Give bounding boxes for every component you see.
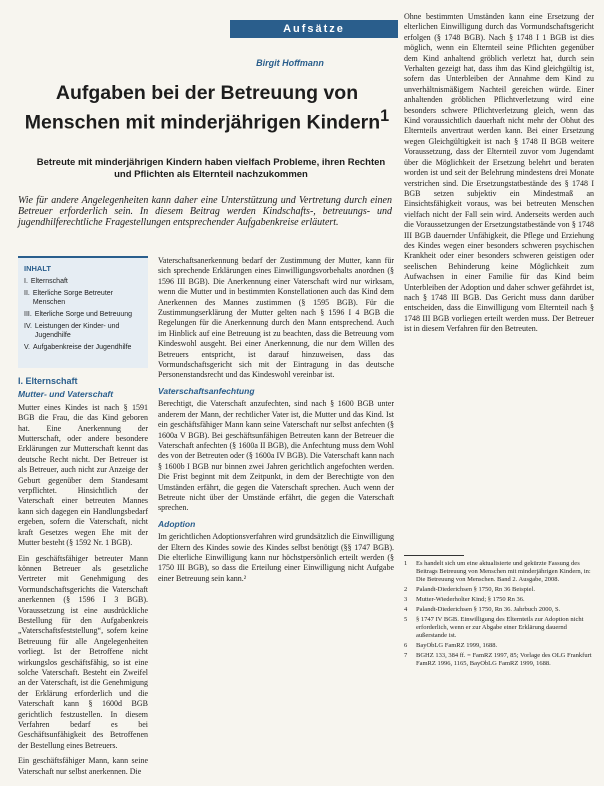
section-heading: I. Elternschaft [18,376,78,386]
title-footnote-mark: 1 [380,107,390,125]
article-title [20,82,394,135]
paragraph: Ein geschäftsfähiger Mann, kann seine Vaterschaft nur selbst anerkennen. Die [18,756,148,776]
toc-item [24,289,142,307]
section-header: Aufsätze [230,20,398,38]
toc-item [24,322,142,340]
toc-label: Aufgabenkreise der Jugendhilfe [32,344,132,351]
footnote-number: 2 [404,586,408,593]
footnote-number: 4 [404,606,408,613]
footnotes [404,560,594,782]
column-3 [404,12,594,550]
column-2 [158,256,394,781]
paragraph: Ein geschäftsfähiger betreuter Mann können Betreuer als gesetzliche Vertreter mit Genehmigung des Vormundschaftsgerichts die Vaterschaft anerkennen (§ 1596 I 3 BGB). Voraussetzung ist eine ausdrückliche Bestellung für den Aufgabenkreis „Vaterschaftsfeststellung“, sofern keine Betreuung für alle Angelegenheiten vorliegt. Ist der Betroffene nicht wirkungslos geschäftsfähig, so ist eine solche Vaterschaft. Besteht ein Zweifel an der Vaterschaft, ist die Genehmigung der Erklärung erforderlich und die Vaterschaft kann § 1600d BGB gerichtlich festzustellen. In diesem Verfahren bedarf es bei Geschäftsunfähigkeit des Betroffenen der Bestellung eines Betreuers. [18,553,148,750]
footnote-number: 5 [404,616,408,623]
paragraph: Vaterschaftsanerkennung bedarf der Zustimmung der Mutter, kann für sich sprechende Erklärungen eines Einwilligungsvorbehalts anordnen (§ 1596 III BGB). Die Anerkennung einer Vaterschaft wird nur wirksam, wenn die Mutter und in bestimmten Konstellationen auch das Kind dem Anerkennen des Mannes zustimmen (§ 1595 BGB). Für die Zustimmungserklärung der Mutter gelten nach § 1596 I 4 BGB die Regelungen für die Anerkennung durch den Mann entsprechend. Auch im Hinblick auf eine Betreuung ist zu beachten, dass die Betreuung vom Kindeswohl ausgeht. Bei einer Anerkennung, die nur dem Willen des Betreuers entspricht, ist darauf hinzuweisen, dass das Vormundschaftsgericht sich mit der Eintragung in das deutsche Personenstandsrecht und das Kindeswohl vereinbar ist. [158,256,394,380]
toc-num: III. [24,311,32,318]
toc-num: IV. [24,323,32,330]
footnote-number: 7 [404,652,408,659]
footnote [404,560,594,584]
paragraph: Berechtigt, die Vaterschaft anzufechten, sind nach § 1600 BGB unter anderem der Mann, der rechtlicher Vater ist, die Mutter und das Kind. Ist ein geschäftsfähiger Mann kann seine Vaterschaft nur selbst anfechten (§ 1600a V BGB). Bei geschäftsunfähigen Betreuten kann der Betreuer die Vaterschaft anfechten (§ 1600a II BGB), die Anfechtung muss dem Wohl des von der Betreuten oder (§ 1600a IV BGB). Die Vaterschaft kann nach § 1600b I BGB nur binnen zwei Jahren gerichtlich angefochten werden. Die Frist beginnt mit dem Zeitpunkt, in dem der Berechtigte von den Umständen erfährt, die gegen die Vaterschaft sprechen. Auch wenn der Betreute nicht über der Umstände erfährt, die gegen die Vaterschaft sprechen. [158,399,394,513]
subsection-heading: Mutter- und Vaterschaft [18,389,114,400]
paragraph: Mutter eines Kindes ist nach § 1591 BGB die Frau, die das Kind geboren hat. Eine Anerkennung der Mutterschaft, oder andere besondere Erklärungen zur Mutterschaft kennt das deutsche Recht nicht. Der Betreuer ist als Betreuer, auch nicht zur Anzeige der Geburt gegenüber dem Standesamt verpflichtet. Hinsichtlich der Vaterschaft einer betreuten Mannes kann sich dagegen ein Handlungsbedarf ergeben, sofern die Vaterschaft, nicht kraft Gesetzes wegen Ehe mit der Mutter besteht (§ 1592 Nr. 1 BGB). [18,402,148,548]
footnote-text: BGHZ 133, 384 ff. = FamRZ 1997, 85; Vorlage des OLG Frankfurt FamRZ 1996, 1165, BayObLG FamRZ 1999, 1688. [416,652,592,667]
footnote-number: 3 [404,596,408,603]
footnote-text: § 1747 IV BGB. Einwilligung des Elternteils zur Adoption nicht erforderlich, wenn er zur Abgabe einer Erklärung dauernd außerstande ist. [416,616,584,639]
footnote-text: Palandt-Diederichsen § 1750, Rn 36 Beispiel. [416,586,535,593]
paragraph: Ohne bestimmten Umständen kann eine Ersetzung der elterlichen Einwilligung durch das Vormundschaftsgericht erfolgen (§ 1748 BGB). Nach § 1748 I 1 BGB ist dies möglich, wenn ein Elternteil seine Pflichten gegenüber dem Kind anhaltend gröblich verletzt hat, durch sein Verhalten gezeigt hat, dass ihm das Kind gleichgültig ist, sofern das Unterbleiben der Annahme dem Kind zu unverhältnismäßigem Nachteil gereichen würde. Einer anhaltenden gröblichen Pflichtverletzung wird eine besonders schwere Pflichtverletzung gleich, wenn das Kind voraussichtlich dauerhaft nicht mehr der Obhut des Elternteils anvertraut werden kann. Bei einer Ersetzung wegen Gleichgültigkeit ist nach § 1748 II BGB weitere Voraussetzung, dass der Elternteil zuvor vom Jugendamt über die Möglichkeit der Ersetzung belehrt und beraten worden ist und seit der Belehrung mindestens drei Monate verstrichen sind. Die Ersetzungstatbestände des § 1748 I BGB setzen subjektiv ein Mindestmaß an Einsichtsfähigkeit voraus, was bei betreuten Menschen vielfach nicht der Fall sein wird. Anderseits werden auch die Voraussetzungen der Ersetzungstatbestände von § 1748 III BGB dauernder Unfähigkeit, die Pflege und Erziehung des Kindes wegen einer besonders schweren psychischen Krankheit oder einer besonders schweren geistigen oder seelischen Behinderung keine Möglichkeit zum Aufwachsen in einer Familie für das Kind beim Unterbleiben der Adoption und daher schwer gefährdet ist, nach § 1748 III BGB. Das Gericht muss dann darüber entscheiden, dass die Einwilligung vom Elternteil nach § 1748 III BGB vorliegen erteilt werden muss. Der Betreuer ist in diesem Verfahren für den Betreuten. [404,12,594,334]
author-name: Birgit Hoffmann [256,58,324,68]
toc-num: I. [24,278,28,285]
column-1 [18,376,148,781]
footnote-divider [404,555,464,556]
footnote-number: 1 [404,560,408,567]
article-subtitle: Betreute mit minderjährigen Kindern haben vielfach Probleme, ihren Rechten und Pflichten als Elternteil nachzukommen [36,157,386,180]
subsection-heading: Adoption [158,518,196,529]
toc-num: II. [24,290,30,297]
toc-label: Elterliche Sorge und Betreuung [34,311,133,318]
toc-num: V. [24,344,30,351]
table-of-contents [18,256,148,368]
toc-heading: INHALT [24,264,51,273]
footnote-text: BayObLG FamRZ 1999, 1688. [416,642,498,649]
toc-item [24,343,142,352]
toc-item [24,277,142,286]
footnote [404,642,594,650]
article-abstract: Wie für andere Angelegenheiten kann daher eine Unterstützung und Vertretung durch einen Betreuer erforderlich sein. In diesem Beitrag werden Kindschafts-, betreuungs- und jugendhilferechtliche Fragestellungen entsprechender Aufgabenkreise erläutert. [18,195,392,229]
subsection-heading: Vaterschaftsanfechtung [158,385,255,396]
footnote [404,586,594,594]
paragraph: Im gerichtlichen Adoptionsverfahren wird grundsätzlich die Einwilligung der Eltern des Kindes sowie des Kindes selbst benötigt (§§ 1747 BGB). Die elterliche Einwilligung kann nur höchstpersönlich erteilt werden (§ 1750 III BGB), so dass die Erteilung einer Einwilligung nicht Aufgabe einer Betreuung sein kann.² [158,532,394,583]
footnote-text: Mutter-Wiederholter Kind; § 1750 Rn 36. [416,596,525,603]
toc-item [24,310,142,319]
footnote-number: 6 [404,642,408,649]
toc-label: Elternschaft [30,278,68,285]
title-text: Aufgaben bei der Betreuung von Menschen mit minderjährigen Kindern [24,82,381,134]
footnote [404,606,594,614]
footnote [404,616,594,640]
toc-label: Leistungen der Kinder- und Jugendhilfe [34,323,120,339]
footnote-text: Palandt-Diederichsen § 1750, Rn 36. Jahrbuch 2000, S. [416,606,561,613]
footnote-text: Es handelt sich um eine aktualisierte und gekürzte Fassung des Beitrags Betreuung von Menschen mit minderjährigen Kindern, in: Die Betreuung von Menschen. Band 2. Ausgabe, 2008. [416,560,591,583]
toc-label: Elterliche Sorge Betreuter Menschen [32,290,113,306]
footnote [404,596,594,604]
footnote [404,652,594,668]
